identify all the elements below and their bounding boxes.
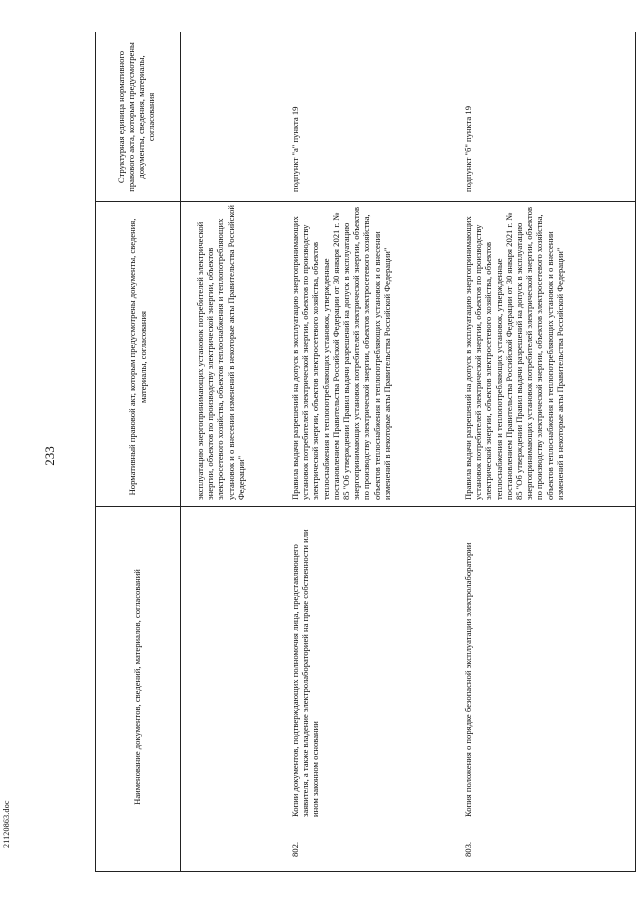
header-col-2 <box>95 212 180 502</box>
table-divider-col-3 <box>95 201 635 202</box>
row-802-name <box>290 517 350 817</box>
normative-act: Правила выдачи разрешений на допуск в эксплуатацию энергопринимающих установок потребителей электрической энергии, объектов по производству электрической энергии, объектов электросетевого хозяйства, объектов теплоснабжения и теплопотребляющих установок, утвержденные постановлением Правительства Российской Федерации от 30 января 2021 г. № 85 "Об утверждении Правил выдачи разрешений на допуск в эксплуатацию энергопринимающих установок потребителей электрической энергии, объектов по производству электрической энергии, объектов электросетевого хозяйства, объектов теплоснабжения и теплопотребляющих установок и о внесении изменений в некоторые акты Правительства Российской Федерации" <box>290 206 392 500</box>
data-table <box>95 32 635 872</box>
header-col-3 <box>93 34 179 200</box>
header-col-1-text: Наименование документов, сведений, материалов, согласований <box>132 569 143 805</box>
table-divider-col-1 <box>95 871 635 872</box>
table-border-row-split <box>180 32 181 872</box>
row-803-unit <box>463 32 477 192</box>
row-803-name <box>463 517 503 817</box>
row-802-act <box>290 204 450 500</box>
header-col-2-text: Нормативный правовой акт, которым предусмотрены документы, сведения, материалы, согласования <box>127 218 148 496</box>
table-border-right <box>635 32 636 872</box>
document-name: Копия положения о порядке безопасной эксплуатации электролаборатории <box>463 542 473 817</box>
page-number: 233 <box>42 446 57 466</box>
document-name: Копии документов, подтверждающих полномочия лица, представляющего заявителя, а также владение электролабораторией на праве собственности или ином законном основании <box>290 529 321 817</box>
continuation-text: эксплуатацию энергопринимающих установок потребителей электрической энергии, объектов по производству электрической энергии, объектов электросетевого хозяйства, объектов теплоснабжения и теплопотребляющих установок и о внесении изменений в некоторые акты Правительства Российской Федерации" <box>195 205 246 500</box>
row-number: 802. <box>290 841 300 857</box>
structural-unit: подпункт "б" пункта 19 <box>463 106 473 192</box>
document-id: 21120863.doc <box>2 800 11 848</box>
normative-act: Правила выдачи разрешений на допуск в эксплуатацию энергопринимающих установок потребителей электрической энергии, объектов по производству электрической энергии, объектов электросетевого хозяйства, объектов теплоснабжения и теплопотребляющих установок, утвержденные постановлением Правительства Российской Федерации от 30 января 2021 г. № 85 "Об утверждении Правил выдачи разрешений на допуск в эксплуатацию энергопринимающих установок потребителей электрической энергии, объектов по производству электрической энергии, объектов электросетевого хозяйства, объектов теплоснабжения и теплопотребляющих установок и о внесении изменений в некоторые акты Правительства Российской Федерации" <box>463 206 565 500</box>
header-col-3-text: Структурная единица нормативного правового акта, которым предусмотрены документы, сведения, материалы, согласования <box>116 42 156 192</box>
row-803-act <box>463 204 628 500</box>
structural-unit: подпункт "а" пункта 19 <box>290 106 300 192</box>
continuation-cell <box>195 204 275 500</box>
header-col-1 <box>95 512 180 862</box>
rotated-table-block <box>95 32 635 872</box>
row-802-unit <box>290 32 304 192</box>
row-803-number <box>463 817 477 857</box>
table-divider-col-2 <box>95 506 635 507</box>
row-802-number <box>290 817 304 857</box>
row-number: 803. <box>463 841 473 857</box>
